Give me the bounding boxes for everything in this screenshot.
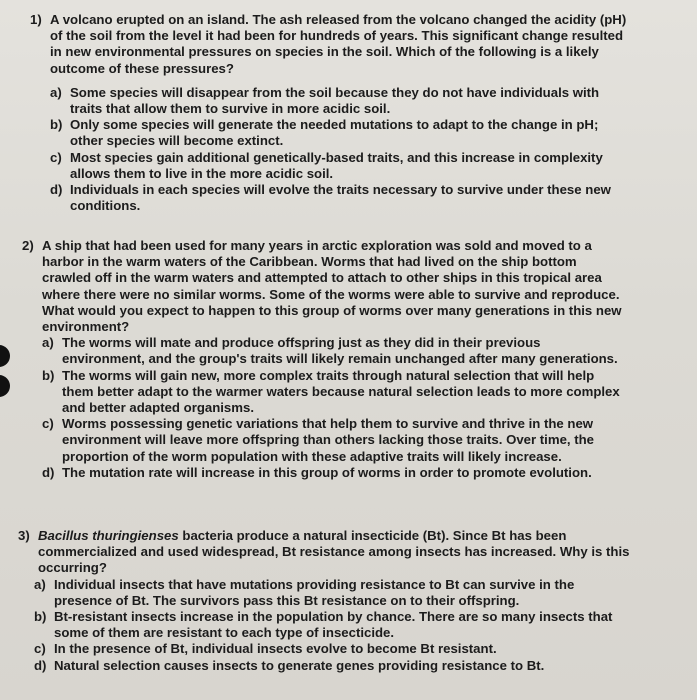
option-letter: d) bbox=[34, 657, 47, 673]
option-letter: b) bbox=[34, 609, 47, 625]
option-letter: d) bbox=[42, 464, 55, 480]
option-text: The worms will gain new, more complex traits through natural selection that will help them better adapt to the warmer waters because natural selection leads to more complex and better adapted organisms. bbox=[62, 367, 620, 416]
option-text: Individuals in each species will evolve the traits necessary to survive under these new conditions. bbox=[70, 182, 611, 214]
question-3-option-b[interactable] bbox=[18, 609, 630, 641]
option-text: In the presence of Bt, individual insects evolve to become Bt resistant. bbox=[54, 641, 497, 657]
question-2-option-a[interactable] bbox=[22, 335, 622, 367]
question-3-stem bbox=[18, 528, 630, 577]
question-2-option-d[interactable] bbox=[22, 465, 622, 481]
option-text: Only some species will generate the needed mutations to adapt to the change in pH; other species will become extinct. bbox=[70, 117, 599, 149]
question-1-stem bbox=[30, 12, 630, 77]
question-3-option-d[interactable] bbox=[18, 658, 630, 674]
option-letter: a) bbox=[34, 576, 46, 592]
option-text: Some species will disappear from the soil because they do not have individuals with traits that allow them to survive in more acidic soil. bbox=[70, 84, 600, 117]
question-1-number: 1) bbox=[30, 12, 42, 27]
question-2-number: 2) bbox=[22, 238, 34, 253]
question-1-option-b[interactable] bbox=[30, 117, 630, 149]
option-letter: c) bbox=[34, 641, 46, 657]
option-letter: b) bbox=[42, 367, 55, 383]
hole-punch-mark-lower bbox=[0, 375, 10, 397]
option-letter: c) bbox=[42, 416, 54, 432]
option-text: The worms will mate and produce offspring just as they did in their previous environment, and the group's traits will likely remain unchanged after many generations. bbox=[62, 335, 618, 367]
question-1-options bbox=[30, 85, 630, 215]
question-3-text: bacteria produce a natural insecticide (Bt). Since Bt has been commercialized and used widespread, Bt resistance among insects has increased. Why is this occurring? bbox=[38, 528, 630, 576]
question-1 bbox=[30, 12, 630, 214]
question-3-option-c[interactable] bbox=[18, 641, 630, 657]
option-text: Worms possessing genetic variations that help them to survive and thrive in the new environment will leave more offspring than others lacking those traits. Over time, the proportion of the worm population with these adaptive traits will likely increase. bbox=[62, 416, 595, 464]
question-1-text: A volcano erupted on an island. The ash released from the volcano changed the acidity (pH) of the soil from the level it had been for hundreds of years. This significant change resulted in new environmental pressures on species in the soil. Which of the following is a likely outcome of these pressures? bbox=[50, 12, 627, 76]
question-3-organism-name: Bacillus thuringienses bbox=[38, 528, 179, 543]
option-text: Natural selection causes insects to generate genes providing resistance to Bt. bbox=[54, 657, 545, 673]
question-1-option-c[interactable] bbox=[30, 150, 630, 182]
question-2-option-b[interactable] bbox=[22, 368, 622, 417]
option-text: Most species gain additional genetically-based traits, and this increase in complexity allows them to live in the more acidic soil. bbox=[70, 149, 603, 181]
hole-punch-mark-upper bbox=[0, 345, 10, 367]
option-text: The mutation rate will increase in this group of worms in order to promote evolution. bbox=[62, 464, 592, 480]
question-1-option-a[interactable] bbox=[30, 85, 630, 117]
question-3-number: 3) bbox=[18, 528, 30, 543]
option-letter: c) bbox=[50, 149, 62, 165]
question-1-option-d[interactable] bbox=[30, 182, 630, 214]
question-2-text: A ship that had been used for many years in arctic exploration was sold and moved to a harbor in the warm waters of the Caribbean. Worms that had lived on the ship bottom crawled off in the warm waters and attempted to attach to other ships in this tropical area where there were no similar worms. Some of the worms were able to survive and reproduce. What would you expect to happen to this group of worms over many generations in this new environment? bbox=[42, 238, 622, 335]
option-letter: d) bbox=[50, 182, 63, 198]
question-3 bbox=[18, 528, 630, 674]
question-3-options bbox=[18, 577, 630, 674]
question-2 bbox=[22, 238, 622, 481]
question-2-options bbox=[22, 335, 622, 481]
question-2-option-c[interactable] bbox=[22, 416, 622, 465]
option-text: Individual insects that have mutations providing resistance to Bt can survive in the presence of Bt. The survivors pass this Bt resistance on to their offspring. bbox=[54, 576, 575, 608]
option-letter: b) bbox=[50, 117, 63, 133]
question-3-option-a[interactable] bbox=[18, 577, 630, 609]
option-letter: a) bbox=[42, 335, 54, 351]
option-text: Bt-resistant insects increase in the population by chance. There are so many insects that some of them are resistant to each type of insecticide. bbox=[54, 609, 613, 641]
option-letter: a) bbox=[50, 84, 62, 100]
question-2-stem bbox=[22, 238, 622, 335]
